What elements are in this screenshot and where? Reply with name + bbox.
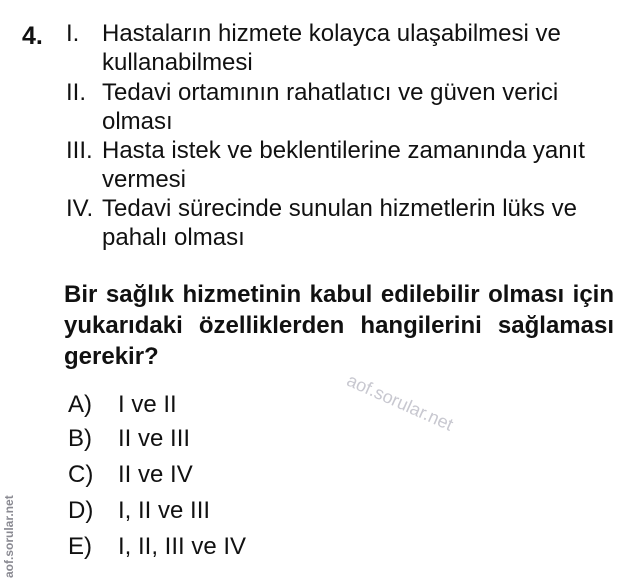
statement-continuation: pahalı olması [102,224,245,251]
option-text: I, II, III ve IV [118,533,247,560]
option-e[interactable] [68,532,246,562]
statement-line [66,19,626,48]
option-c[interactable] [68,460,193,490]
statement-continuation: vermesi [102,166,187,193]
statement-text: Hasta istek ve beklentilerine zamanında yanıt [102,137,585,164]
option-letter: D) [68,497,94,524]
statement-2 [66,78,626,136]
statement-line [66,136,626,165]
option-letter: C) [68,461,94,488]
statement-line [66,78,626,107]
roman-numeral: II. [66,79,87,106]
option-text: II ve IV [118,461,193,488]
statement-text: Tedavi sürecinde sunulan hizmetlerin lüks ve [102,195,577,222]
statement-1 [66,19,626,77]
watermark-side: aof.sorular.net [2,495,16,578]
statement-text: Tedavi ortamının rahatlatıcı ve güven verici [102,79,559,106]
watermark-diagonal: aof.sorular.net [343,370,457,435]
option-letter: B) [68,425,92,452]
roman-numeral: III. [66,137,93,164]
question-number: 4. [22,22,43,50]
roman-numeral: IV. [66,195,94,222]
roman-numeral: I. [66,20,80,47]
option-d[interactable] [68,496,210,526]
statement-text: Hastaların hizmete kolayca ulaşabilmesi ve [102,20,561,47]
question-stem: Bir sağlık hizmetinin kabul edilebilir olması için yukarıdaki özelliklerden hangilerini sağlaması gerekir? [64,281,614,370]
option-a[interactable] [68,390,177,420]
statement-3 [66,136,626,194]
option-text: I ve II [118,391,177,418]
statement-continuation: olması [102,108,173,135]
statement-line [66,194,626,223]
statement-4 [66,194,626,252]
option-b[interactable] [68,424,190,454]
statement-continuation: kullanabilmesi [102,49,253,76]
option-text: I, II ve III [118,497,211,524]
option-letter: E) [68,533,92,560]
option-text: II ve III [118,425,191,452]
option-letter: A) [68,391,92,418]
